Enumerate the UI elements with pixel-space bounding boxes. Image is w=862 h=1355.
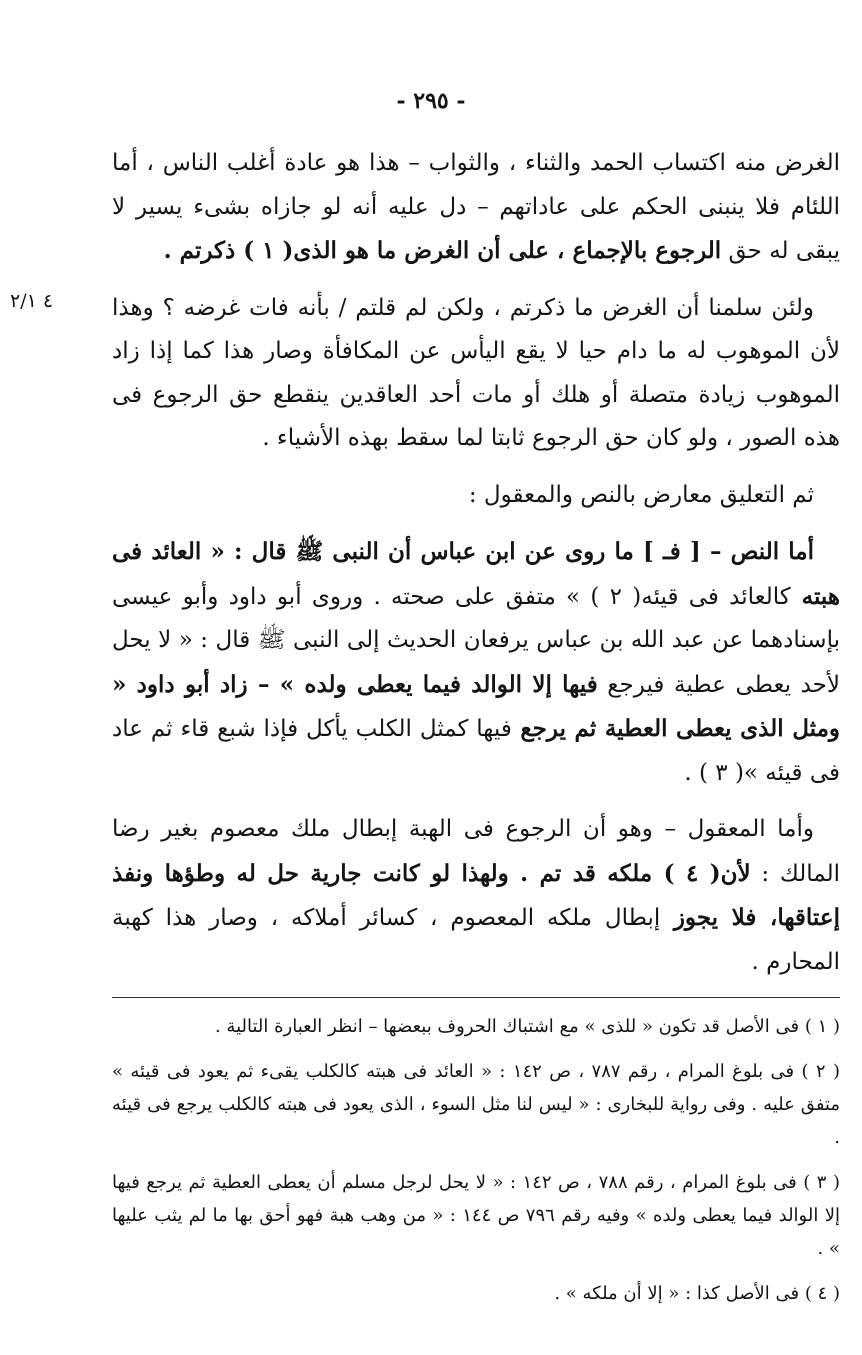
main-text xyxy=(112,142,840,1322)
page-number: - ٢٩٥ - xyxy=(396,88,466,114)
paragraph-text: ثم التعليق معارض بالنص والمعقول : xyxy=(468,481,814,508)
paragraph-3 xyxy=(112,474,840,518)
footnote-1: ( ١ ) فى الأصل قد تكون « للذى » مع اشتباك الحروف ببعضها – انظر العبارة التالية . xyxy=(214,1016,840,1037)
footnote-3: ( ٣ ) فى بلوغ المرام ، رقم ٧٨٨ ، ص ١٤٢ : « لا يحل لرجل مسلم أن يعطى العطية ثم يرجع فيها إلا الوالد فيما يعطى ولده » وفيه رقم ٧٩٦ ص ١٤٤ : « من وهب هبة فهو أحق بها ما لم يثب عليها » . xyxy=(112,1172,840,1259)
paragraph-text: وأما المعقول – وهو أن الرجوع فى الهبة إبطال ملك معصوم بغير رضا المالك : xyxy=(112,816,840,887)
paragraph-4 xyxy=(112,530,840,795)
paragraph-text: الغرض منه اكتساب الحمد والثناء ، والثواب – هذا هو عادة أغلب الناس ، أما اللئام فلا ينبنى الحكم على عاداتهم – دل عليه أنه لو جازاه بشىء يسير لا يبقى له حق xyxy=(112,150,840,264)
paragraph-2 xyxy=(112,287,840,461)
paragraph-bold-text: فيها إلا الوالد فيما يعطى ولده » – زاد أبو داود « ومثل الذى يعطى العطية ثم يرجع xyxy=(112,670,840,742)
paragraph-5 xyxy=(112,808,840,984)
paragraph-text: ولئن سلمنا أن الغرض ما ذكرتم ، ولكن لم قلتم / بأنه فات غرضه ؟ وهذا لأن الموهوب له ما دام حيا لا يقع اليأس عن المكافأة وصار هذا كما إذا زاد الموهوب زيادة متصلة أو هلك أو مات أحد العاقدين ينقطع حق الرجوع فى هذه الصور ، ولو كان حق الرجوع ثابتا لما سقط بهذه الأشياء . xyxy=(112,294,840,451)
paragraph-bold-text: أما النص – [ فـ ] ما روى عن ابن عباس أن النبى ﷺ قال : « العائد فى هبته xyxy=(112,538,840,610)
footnote-2: ( ٢ ) فى بلوغ المرام ، رقم ٧٨٧ ، ص ١٤٢ : « العائد فى هبته كالكلب يقىء ثم يعود فى قيئه » متفق عليه . وفى رواية للبخارى : « ليس لنا مثل السوء ، الذى يعود فى هبته كالكلب يرجع فى قيئه . xyxy=(112,1061,840,1148)
footnote-divider xyxy=(112,997,840,998)
paragraph-bold-text: الرجوع بالإجماع ، على أن الغرض ما هو الذى( ١ ) ذكرتم . xyxy=(163,237,722,264)
paragraph-bold-text: لأن( ٤ ) ملكه قد تم . ولهذا لو كانت جارية حل له وطؤها ونفذ إعتاقها، فلا يجوز xyxy=(112,859,840,931)
margin-note: ٤ ٢/١ xyxy=(10,290,54,312)
paragraph-text: فيها كمثل الكلب يأكل فإذا شبع قاء ثم عاد فى قيئه »( ٣ ) . xyxy=(112,716,840,786)
paragraph-1 xyxy=(112,142,840,274)
paragraph-text: إبطال ملكه المعصوم ، كسائر أملاكه ، وصار هذا كهبة المحارم . xyxy=(112,905,840,975)
footnote-4: ( ٤ ) فى الأصل كذا : « إلا أن ملكه » . xyxy=(554,1283,840,1304)
paragraph-text: كالعائد فى قيئه( ٢ ) » متفق على صحته . وروى أبو داود وأبو عيسى بإسنادهما عن عبد الله بن عباس يرفعان الحديث إلى النبى ﷺ قال : « لا يحل لأحد يعطى عطية فيرجع xyxy=(112,583,840,698)
